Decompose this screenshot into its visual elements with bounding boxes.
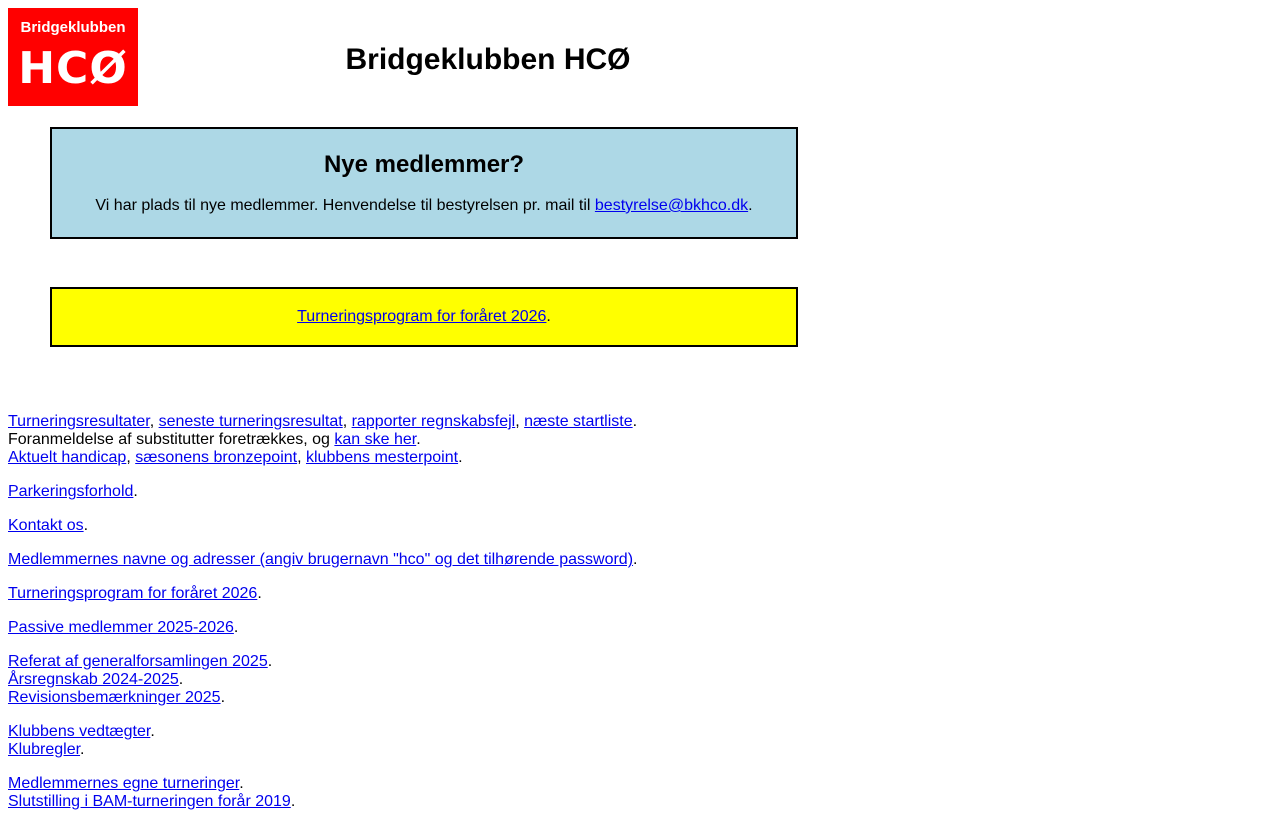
master-points-link[interactable]: klubbens mesterpoint: [305, 449, 459, 466]
link-list: [8, 413, 1268, 827]
latest-result-link[interactable]: seneste turneringsresultat: [158, 413, 343, 430]
tournaments-paragraph: Medlemmernes egne turneringer. Slutstilling i BAM-turneringen forår 2019.: [8, 775, 296, 810]
passive-paragraph: Passive medlemmer 2025-2026.: [8, 619, 239, 636]
program-paragraph: Turneringsprogram for foråret 2026.: [8, 585, 262, 602]
tournament-results-link[interactable]: Turneringsresultater: [8, 413, 150, 430]
rules-paragraph: Klubbens vedtægter. Klubregler.: [8, 723, 155, 758]
bam-standings-link[interactable]: Slutstilling i BAM-turneringen forår 2019: [8, 793, 291, 810]
program-link[interactable]: Turneringsprogram for foråret 2026: [8, 585, 258, 602]
members-addresses-link[interactable]: Medlemmernes navne og adresser (angiv brugernavn "hco" og det tilhørende password): [8, 551, 634, 568]
assembly-paragraph: Referat af generalforsamlingen 2025. Årsregnskab 2024-2025. Revisionsbemærkninger 2025.: [8, 653, 273, 706]
page-title: Bridgeklubben HCØ: [345, 43, 631, 76]
substitutes-text: Foranmeldelse af substitutter foretrækkes, og: [8, 431, 335, 448]
program-box-text: Turneringsprogram for foråret 2026.: [297, 308, 551, 325]
new-members-box: [50, 127, 798, 239]
statutes-link[interactable]: Klubbens vedtægter: [8, 723, 151, 740]
logo-text-top: Bridgeklubben: [20, 19, 126, 36]
substitutes-link[interactable]: kan ske her: [334, 431, 417, 448]
bronze-points-link[interactable]: sæsonens bronzepoint: [135, 449, 298, 466]
parking-paragraph: Parkeringsforhold.: [8, 483, 138, 500]
new-members-heading: Nye medlemmer?: [323, 151, 525, 178]
next-startlist-link[interactable]: næste startliste: [524, 413, 633, 430]
handicap-link[interactable]: Aktuelt handicap: [8, 449, 127, 466]
annual-accounts-link[interactable]: Årsregnskab 2024-2025: [8, 671, 179, 688]
program-box: [50, 287, 798, 347]
club-rules-link[interactable]: Klubregler: [8, 741, 81, 758]
program-box-link[interactable]: Turneringsprogram for foråret 2026: [297, 308, 547, 325]
club-logo: [8, 8, 138, 106]
own-tournaments-link[interactable]: Medlemmernes egne turneringer: [8, 775, 240, 792]
board-email-link[interactable]: bestyrelse@bkhco.dk: [594, 197, 749, 214]
parking-link[interactable]: Parkeringsforhold: [8, 483, 134, 500]
audit-notes-link[interactable]: Revisionsbemærkninger 2025: [8, 689, 221, 706]
contact-link[interactable]: Kontakt os: [8, 517, 84, 534]
new-members-text-body: Vi har plads til nye medlemmer. Henvendelse til bestyrelsen pr. mail til: [95, 197, 595, 214]
minutes-link[interactable]: Referat af generalforsamlingen 2025: [8, 653, 268, 670]
members-paragraph: Medlemmernes navne og adresser (angiv brugernavn "hco" og det tilhørende password).: [8, 551, 638, 568]
passive-members-link[interactable]: Passive medlemmer 2025-2026: [8, 619, 234, 636]
report-errors-link[interactable]: rapporter regnskabsfejl: [351, 413, 516, 430]
contact-paragraph: Kontakt os.: [8, 517, 89, 534]
results-paragraph: Turneringsresultater, seneste turneringsresultat, rapporter regnskabsfejl, næste startliste. Foranmeldelse af substitutter foretrækkes, og kan ske her. Aktuelt handicap, sæsonens bronzepoint, klubbens mesterpoint.: [8, 413, 638, 466]
new-members-text: Vi har plads til nye medlemmer. Henvendelse til bestyrelsen pr. mail til bestyrelse@bkhco.dk.: [95, 197, 753, 214]
logo-text-main: HCØ: [18, 43, 128, 94]
